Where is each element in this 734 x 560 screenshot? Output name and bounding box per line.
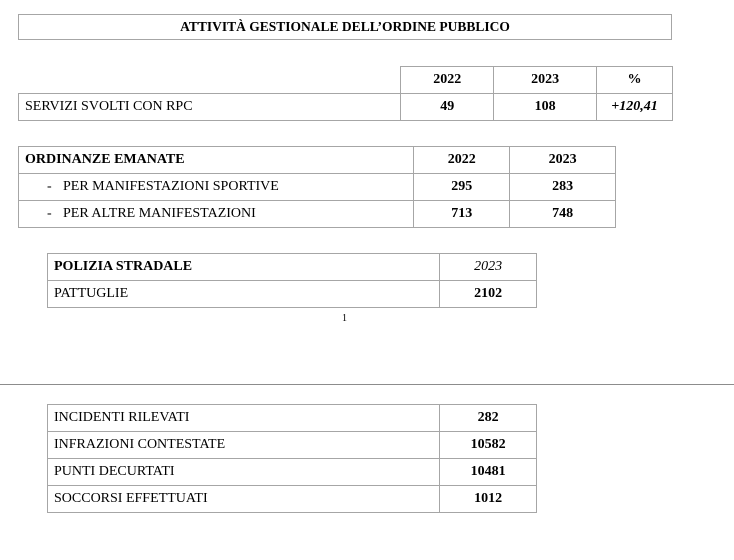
table-header-row <box>48 254 537 281</box>
page-divider <box>0 384 734 385</box>
row-label: PATTUGLIE <box>48 281 440 308</box>
year-2023-header: 2023 <box>494 67 597 94</box>
table-row <box>48 281 537 308</box>
row-label-text: PER ALTRE MANIFESTAZIONI <box>63 206 256 221</box>
percent-header: % <box>597 67 673 94</box>
page-number: 1 <box>342 313 347 324</box>
table-header-row <box>19 147 616 174</box>
table-header-row <box>19 67 673 94</box>
row-value: 2102 <box>440 281 537 308</box>
row-label: PUNTI DECURTATI <box>48 459 440 486</box>
rpc-services-table <box>18 66 673 121</box>
row-value: 10481 <box>440 459 537 486</box>
dash-marker: - <box>47 179 52 194</box>
dash-marker: - <box>47 206 52 221</box>
row-label: SOCCORSI EFFETTUATI <box>48 486 440 513</box>
year-2022-header: 2022 <box>401 67 494 94</box>
year-2023-header: 2023 <box>510 147 616 174</box>
row-label: SERVIZI SVOLTI CON RPC <box>19 94 401 121</box>
value-2022: 49 <box>401 94 494 121</box>
polizia-header-label: POLIZIA STRADALE <box>48 254 440 281</box>
value-2023: 283 <box>510 174 616 201</box>
row-label-text: PER MANIFESTAZIONI SPORTIVE <box>63 179 279 194</box>
row-label <box>19 201 414 228</box>
year-2023-header: 2023 <box>440 254 537 281</box>
row-value: 1012 <box>440 486 537 513</box>
table-row <box>19 174 616 201</box>
table-row <box>48 432 537 459</box>
row-value: 10582 <box>440 432 537 459</box>
ordinanze-header-label: ORDINANZE EMANATE <box>19 147 414 174</box>
table-row <box>48 486 537 513</box>
polizia-stradale-table <box>47 253 537 308</box>
empty-header-cell <box>19 67 401 94</box>
row-label <box>19 174 414 201</box>
row-value: 282 <box>440 405 537 432</box>
row-label: INCIDENTI RILEVATI <box>48 405 440 432</box>
incidenti-table <box>47 404 537 513</box>
row-label: INFRAZIONI CONTESTATE <box>48 432 440 459</box>
value-2022: 295 <box>414 174 510 201</box>
value-2023: 108 <box>494 94 597 121</box>
value-2023: 748 <box>510 201 616 228</box>
table-row <box>19 94 673 121</box>
table-row <box>19 201 616 228</box>
percent-change: +120,41 <box>597 94 673 121</box>
table-row <box>48 459 537 486</box>
ordinanze-table <box>18 146 616 228</box>
table-row <box>48 405 537 432</box>
value-2022: 713 <box>414 201 510 228</box>
document-title: ATTIVITÀ GESTIONALE DELL’ORDINE PUBBLICO <box>18 14 672 40</box>
year-2022-header: 2022 <box>414 147 510 174</box>
